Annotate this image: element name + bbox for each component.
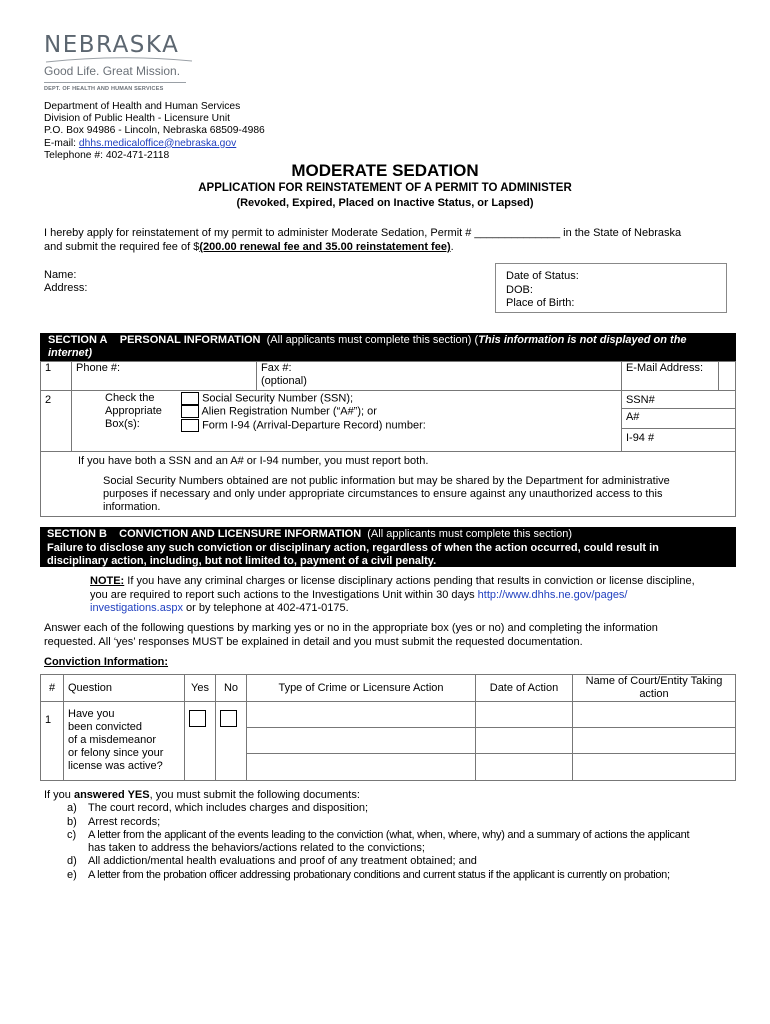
email-field[interactable] <box>718 362 735 391</box>
i94-option <box>181 419 426 432</box>
check-label-1: Check the <box>105 392 155 404</box>
i94-number-label: I-94 # <box>625 432 655 444</box>
col-header-num: # <box>41 675 64 702</box>
item-letter: a) <box>67 802 77 815</box>
intro-paragraph <box>44 226 744 254</box>
item-text: A letter from the probation officer addressing probationary conditions and current status if the applicant is currently on probation; <box>88 868 670 881</box>
answer-instructions <box>44 622 744 649</box>
conv-question-line: Have you <box>68 708 115 720</box>
intro-fee: (200.00 renewal fee and 35.00 reinstatement fee) <box>199 241 451 253</box>
section-b-warning-2: disciplinary action, including, but not limited to, payment of a civil penalty. <box>47 555 437 567</box>
email-label-cell <box>621 362 718 391</box>
ssn-number-label: SSN# <box>625 394 655 406</box>
col-header-date: Date of Action <box>476 675 573 702</box>
date-of-action-field[interactable] <box>476 728 573 754</box>
court-name-field[interactable] <box>573 728 736 754</box>
ssn-info-cell <box>41 452 736 517</box>
note-label: NOTE: <box>90 575 125 587</box>
logo-swoosh-icon <box>44 56 194 64</box>
conv-no-cell <box>216 702 247 781</box>
col-header-yes: Yes <box>185 675 216 702</box>
page-subtitle-2: (Revoked, Expired, Placed on Inactive Status, or Lapsed) <box>236 197 534 209</box>
docs-intro-c: , you must submit the following documents: <box>149 789 360 801</box>
conv-yes-checkbox[interactable] <box>189 710 206 727</box>
id-options <box>181 392 426 432</box>
documents-intro <box>44 789 744 802</box>
ssn-option <box>181 392 426 405</box>
page-title: MODERATE SEDATION <box>291 161 479 180</box>
ssn-privacy-note: Social Security Numbers obtained are not public information but may be shared by the Department for administrative purposes if necessary and only under appropriate circumstances to ensure against any unauthorized access to this information. <box>103 475 670 513</box>
item-text: has taken to address the behaviors/actions related to the convictions; <box>88 842 425 855</box>
conviction-heading: Conviction Information: <box>44 656 169 668</box>
date-of-status-label: Date of Status: <box>506 270 579 282</box>
row1-num: 1 <box>41 362 72 391</box>
fax-label: Fax #: <box>261 362 292 374</box>
anum-number-label: A# <box>625 411 640 423</box>
logo-divider <box>44 82 186 83</box>
note-text-2: you are required to report such actions to the Investigations Unit within 30 days <box>90 588 478 601</box>
section-a-note: (All applicants must complete this section) ( <box>266 334 479 346</box>
col-header-no: No <box>216 675 247 702</box>
docs-intro-b: answered YES <box>73 789 150 801</box>
documents-item <box>44 855 744 868</box>
fax-field[interactable] <box>257 362 622 391</box>
item-letter: d) <box>67 855 77 868</box>
i94-option-label: Form I-94 (Arrival-Departure Record) number: <box>202 419 426 432</box>
intro-fee-prefix: and submit the required fee of $ <box>44 241 200 253</box>
check-label <box>72 392 181 432</box>
note-text-1: If you have any criminal charges or license disciplinary actions pending that results in conviction or license discipline, <box>124 575 695 587</box>
section-a-table <box>40 361 736 517</box>
intro-line1: I hereby apply for reinstatement of my permit to administer Moderate Sedation, Permit # ______________ in the State of Nebraska <box>44 227 682 239</box>
item-letter: e) <box>67 868 77 881</box>
investigations-link-2[interactable]: investigations.aspx <box>90 602 183 614</box>
section-b-warning-1: Failure to disclose any such conviction or disciplinary action, regardless of when the action occurred, could result in <box>47 541 659 554</box>
section-b-label: SECTION B <box>47 528 107 540</box>
answer-instructions-1: Answer each of the following questions by marking yes or no in the appropriate box (yes or no) and completing the information <box>44 622 658 634</box>
col-header-court: Name of Court/Entity Taking action <box>573 675 736 702</box>
logo-wordmark: NEBRASKA <box>44 32 180 58</box>
item-text: A letter from the applicant of the events leading to the conviction (what, when, where, why) and a summary of actions the applicant <box>88 828 690 841</box>
section-a-label: SECTION A <box>48 334 108 346</box>
answer-instructions-2: requested. All ‘yes’ responses MUST be explained in detail and you must submit the requested documentation. <box>44 635 583 648</box>
logo-dept: DEPT. OF HEALTH AND HUMAN SERVICES <box>44 86 164 92</box>
item-text: All addiction/mental health evaluations and proof of any treatment obtained; and <box>88 855 477 868</box>
email-label: E-mail: <box>44 137 79 149</box>
section-a-note-italic-2: internet) <box>48 347 92 359</box>
dob-label: DOB: <box>506 283 533 296</box>
conv-question <box>64 702 185 781</box>
documents-item <box>44 802 744 815</box>
conv-question-line: or felony since your <box>68 747 164 759</box>
i94-checkbox[interactable] <box>181 419 199 432</box>
item-text: The court record, which includes charges and disposition; <box>88 802 369 815</box>
note-block <box>90 575 740 616</box>
address-line3: P.O. Box 94986 - Lincoln, Nebraska 68509-4986 <box>44 125 265 137</box>
conv-row-num: 1 <box>41 702 64 781</box>
page-subtitle: APPLICATION FOR REINSTATEMENT OF A PERMIT TO ADMINISTER <box>198 182 572 194</box>
address-line1: Department of Health and Human Services <box>44 101 241 112</box>
id-numbers-cell <box>621 391 735 452</box>
anum-number-field[interactable] <box>622 409 735 429</box>
ssn-number-field[interactable] <box>622 391 735 409</box>
conv-question-line: of a misdemeanor <box>68 734 157 746</box>
investigations-link[interactable]: http://www.dhhs.ne.gov/pages/ <box>477 588 628 601</box>
place-of-birth-label: Place of Birth: <box>506 297 575 309</box>
check-label-3: Box(s): <box>105 418 140 430</box>
note-text-3: or by telephone at 402-471-0175. <box>182 602 349 614</box>
address-line2: Division of Public Health - Licensure Unit <box>44 113 230 125</box>
fax-optional: (optional) <box>261 375 307 387</box>
section-a-header <box>40 333 736 361</box>
section-a-note-italic: This information is not displayed on the <box>478 334 687 346</box>
agency-address <box>44 101 265 162</box>
item-text: Arrest records; <box>88 815 161 828</box>
documents-item <box>44 829 744 842</box>
row2-num: 2 <box>41 391 72 452</box>
item-letter: b) <box>67 815 77 828</box>
ssn-option-label: Social Security Number (SSN); <box>202 392 354 405</box>
conviction-table <box>40 674 736 781</box>
crime-type-field[interactable] <box>247 702 476 728</box>
documents-item <box>44 869 744 882</box>
id-check-cell <box>72 391 622 452</box>
name-label: Name: <box>44 269 77 281</box>
col-header-question: Question <box>64 675 185 702</box>
item-letter: c) <box>67 828 77 841</box>
crime-type-field[interactable] <box>247 754 476 781</box>
section-a-title: PERSONAL INFORMATION <box>119 334 261 346</box>
court-name-field[interactable] <box>573 754 736 781</box>
section-b-note: (All applicants must complete this section) <box>367 528 573 540</box>
both-numbers-note: If you have both a SSN and an A# or I-94 number, you must report both. <box>78 455 429 467</box>
intro-line2 <box>44 240 744 254</box>
documents-item <box>44 842 744 855</box>
docs-intro-a: If you <box>44 789 74 801</box>
address-email-line <box>44 138 265 150</box>
conv-question-line: been convicted <box>68 721 142 733</box>
documents-item <box>44 816 744 829</box>
i94-number-field[interactable] <box>622 429 735 450</box>
date-of-action-field[interactable] <box>476 754 573 781</box>
documents-list <box>44 802 744 882</box>
anum-option <box>181 405 426 418</box>
section-b-title: CONVICTION AND LICENSURE INFORMATION <box>119 528 362 540</box>
date-of-action-field[interactable] <box>476 702 573 728</box>
address-label: Address: <box>44 282 88 294</box>
ssn-checkbox[interactable] <box>181 392 199 405</box>
section-b-header <box>40 527 736 567</box>
email-link[interactable]: dhhs.medicaloffice@nebraska.gov <box>78 137 237 149</box>
phone-field[interactable] <box>72 362 257 391</box>
conv-no-checkbox[interactable] <box>220 710 237 727</box>
crime-type-field[interactable] <box>247 728 476 754</box>
intro-fee-end: . <box>450 241 454 253</box>
conv-yes-cell <box>185 702 216 781</box>
email-field-label: E-Mail Address: <box>625 362 703 374</box>
anum-option-label: Alien Registration Number (“A#”); or <box>201 405 377 418</box>
check-label-2: Appropriate <box>105 405 162 417</box>
conv-question-line: license was active? <box>68 760 163 772</box>
logo-tagline: Good Life. Great Mission. <box>44 64 181 78</box>
address-phone: Telephone #: 402-471-2118 <box>44 149 170 161</box>
anum-checkbox[interactable] <box>181 405 199 418</box>
col-header-crime-type: Type of Crime or Licensure Action <box>247 675 476 702</box>
court-name-field[interactable] <box>573 702 736 728</box>
documents-section <box>44 789 744 882</box>
status-box[interactable] <box>495 263 727 313</box>
phone-label: Phone #: <box>76 362 121 374</box>
